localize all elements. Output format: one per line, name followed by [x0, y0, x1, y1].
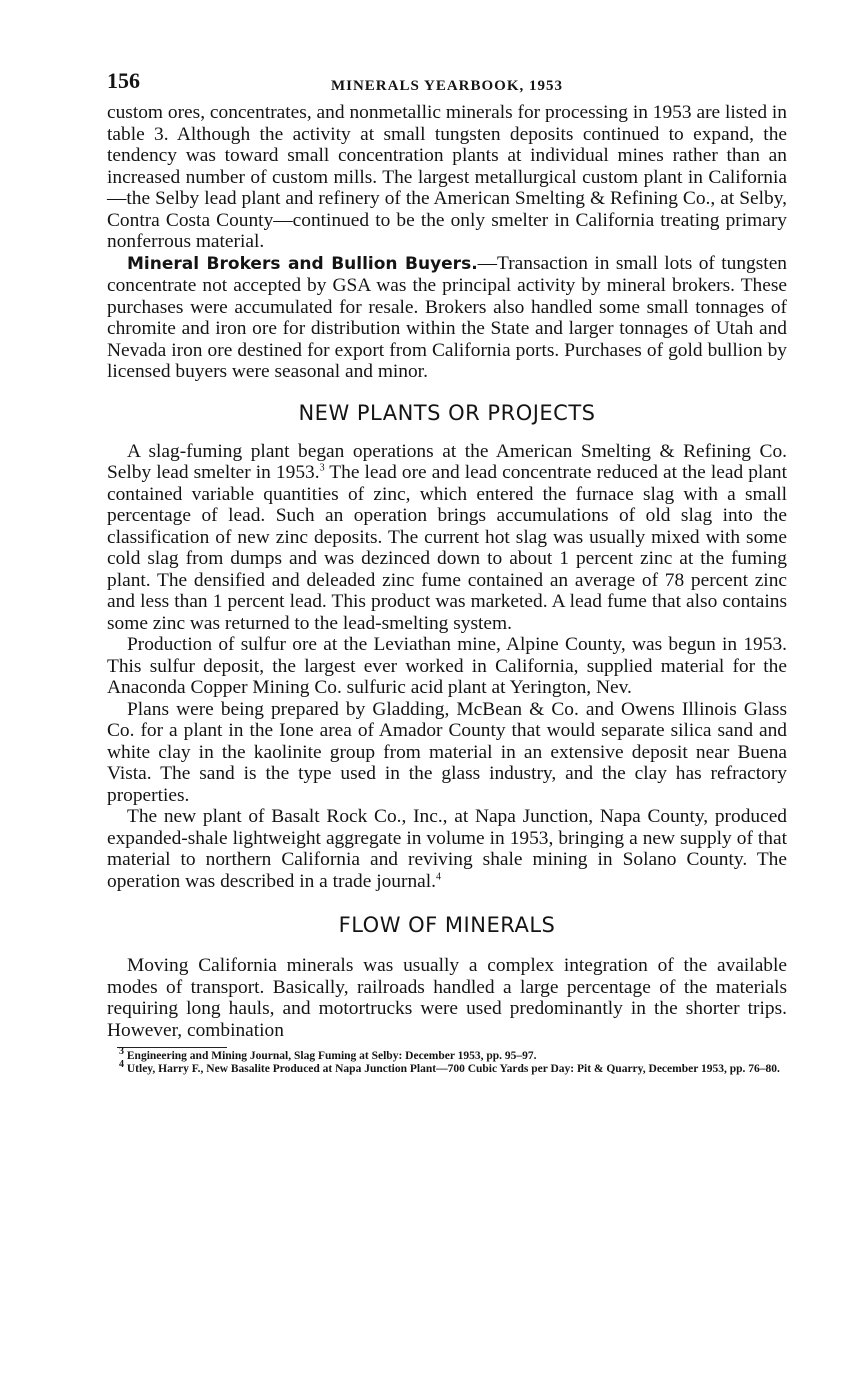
footnote-mark: 3 [119, 1046, 124, 1058]
footnote-mark: 4 [119, 1058, 124, 1070]
footnote-ref[interactable]: 3 [319, 462, 325, 474]
footnote-text: Utley, Harry F., New Basalite Produced at Napa Junction Plant—700 Cubic Yards per Day: Pit & Quarry, December 1953, pp. 76–80. [124, 1062, 780, 1075]
section-heading-flow-of-minerals: FLOW OF MINERALS [338, 913, 556, 937]
page [107, 68, 787, 1075]
footnote-3 [107, 1046, 787, 1063]
body-text [107, 102, 787, 1041]
footnote-divider [117, 1047, 227, 1048]
paragraph-text: The lead ore and lead concentrate reduced at the lead plant contained variable quantities of zinc, which entered the furnace slag with a small percentage of lead. Such an operation brings accumulations of old slag into the classification of new zinc deposits. The current hot slag was usually mixed with some cold slag from dumps and was dezinced down to about 1 percent zinc at the fuming plant. The densified and deleaded zinc fume contained an average of 78 percent zinc and less than 1 percent lead. This product was marketed. A lead fume that also contains some zinc was returned to the lead-smelting system. [107, 462, 788, 634]
paragraph-slag-fuming [107, 441, 787, 635]
page-number: 156 [107, 68, 140, 93]
footnotes [107, 1046, 787, 1075]
running-head: MINERALS YEARBOOK, 1953 [330, 78, 564, 94]
run-in-heading: Mineral Brokers and Bullion Buyers. [127, 253, 478, 274]
footnote-4 [107, 1058, 787, 1076]
page-header [107, 68, 787, 102]
paragraph-silica-sand: Plans were being prepared by Gladding, McBean & Co. and Owens Illinois Glass Co. for a plant in the Ione area of Amador County that would separate silica sand and white clay in the kaolinite group from material in an extensive deposit near Buena Vista. The sand is the type used in the glass industry, and the clay has refractory properties. [107, 698, 787, 806]
footnote-ref[interactable]: 4 [435, 871, 441, 883]
paragraph-sulfur-ore: Production of sulfur ore at the Leviathan mine, Alpine County, was begun in 1953. This sulfur deposit, the largest ever worked in California, supplied material for the Anaconda Copper Mining Co. sulfuric acid plant at Yerington, Nev. [107, 634, 787, 698]
paragraph-mineral-brokers [107, 253, 787, 383]
paragraph-text: A slag-fuming plant began operations at the American Smelting & Refining Co. Selby lead smelter in 1953. [107, 440, 787, 483]
paragraph-custom-ores: custom ores, concentrates, and nonmetallic minerals for processing in 1953 are listed in table 3. Although the activity at small tungsten deposits continued to expand, the tendency was toward small concentration plants at individual mines rather than an increased number of custom mills. The largest metallurgical custom plant in California—the Selby lead plant and refinery of the American Smelting & Refining Co., at Selby, Contra Costa County—continued to be the only smelter in California treating primary nonferrous material. [107, 102, 787, 252]
section-heading-new-plants: NEW PLANTS OR PROJECTS [298, 400, 596, 425]
footnote-text: Engineering and Mining Journal, Slag Fuming at Selby: December 1953, pp. 95–97. [124, 1050, 537, 1062]
paragraph-moving-minerals: Moving California minerals was usually a complex integration of the available modes of transport. Basically, railroads handled a large percentage of the materials requiring long hauls, and motortrucks were used predominantly in the shorter trips. However, combination [107, 955, 787, 1041]
paragraph-basalt-rock [107, 806, 787, 892]
paragraph-text: —Transaction in small lots of tungsten concentrate not accepted by GSA was the principal activity by mineral brokers. These purchases were accumulated for resale. Brokers also handled some small tonnages of chromite and iron ore for distribution within the State and larger tonnages of Utah and Nevada iron ore destined for export from California ports. Purchases of gold bullion by licensed buyers were seasonal and minor. [107, 252, 787, 382]
paragraph-text: The new plant of Basalt Rock Co., Inc., at Napa Junction, Napa County, produced expanded-shale lightweight aggregate in volume in 1953, bringing a new supply of that material to northern California and reviving shale mining in Solano County. The operation was described in a trade journal. [107, 806, 787, 892]
